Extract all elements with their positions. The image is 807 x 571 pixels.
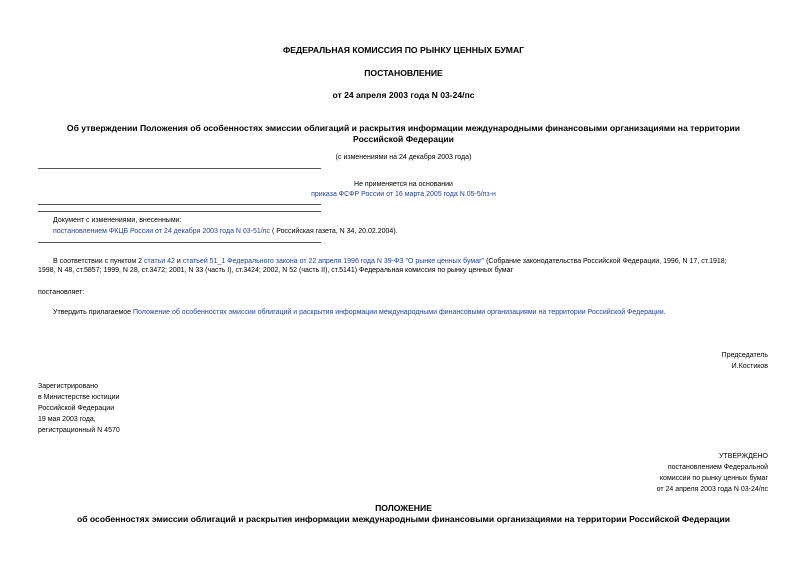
approval-line: от 24 апреля 2003 года N 03-24/пс xyxy=(656,486,768,493)
changes-line xyxy=(53,227,398,237)
separator-rule xyxy=(38,242,321,243)
changes-label: Документ с изменениями, внесенными: xyxy=(53,217,182,224)
document-title-line1: Об утверждении Положения об особенностях эмиссии облигаций и раскрытия информации международными финансовыми организациями на территории xyxy=(66,123,741,133)
notice-text: Не применяется на основании xyxy=(354,181,453,188)
separator-rule xyxy=(38,204,321,205)
regulation-title: ПОЛОЖЕНИЕ xyxy=(375,503,432,513)
resolves-text: постановляет: xyxy=(38,289,85,296)
approval-line: постановлением Федеральной xyxy=(667,464,768,471)
document-date-number: от 24 апреля 2003 года N 03-24/пс xyxy=(332,90,475,100)
separator-rule xyxy=(38,211,321,212)
approval-line: комиссии по рынку ценных бумаг xyxy=(659,475,768,482)
approve-suffix: . xyxy=(663,309,666,316)
document-type: ПОСТАНОВЛЕНИЕ xyxy=(364,68,443,78)
changes-link[interactable]: постановлением ФКЦБ России от 24 декабря 2003 года N 03-51/пс xyxy=(53,228,271,235)
preamble-and: и xyxy=(174,258,183,265)
agency-heading: ФЕДЕРАЛЬНАЯ КОМИССИЯ ПО РЫНКУ ЦЕННЫХ БУМАГ xyxy=(282,45,525,55)
regulation-link[interactable]: Положение об особенностях эмиссии облигаций и раскрытия информации международными финансовыми организациями на территории Российской Федерации xyxy=(133,309,664,316)
approve-prefix: Утвердить прилагаемое xyxy=(53,309,134,316)
registration-block xyxy=(38,381,120,436)
amendments-note: (с изменениями на 24 декабря 2003 года) xyxy=(335,154,472,161)
preamble-rest: (Собрание законодательства Российской Федерации, 1996, N 17, ст.1918; xyxy=(484,258,727,265)
notice-link[interactable]: приказа ФСФР России от 16 марта 2005 года N 05-5/пз-н xyxy=(311,191,496,198)
separator-rule xyxy=(38,168,321,169)
signatory-title: Председатель xyxy=(721,352,768,359)
approval-line: УТВЕРЖДЕНО xyxy=(718,453,768,460)
registration-line: 19 мая 2003 года, xyxy=(38,416,96,423)
registration-line: Российской Федерации xyxy=(38,405,115,412)
federal-law-link[interactable]: статьей 51_1 Федерального закона от 22 апреля 1996 года N 39-ФЗ "О рынке ценных бумаг" xyxy=(182,258,485,265)
article-42-link[interactable]: статьи 42 xyxy=(144,258,175,265)
document-title-line2: Российской Федерации xyxy=(353,134,454,144)
preamble-prefix: В соответствии с пунктом 2 xyxy=(53,258,145,265)
regulation-subtitle: об особенностях эмиссии облигаций и раскрытия информации международными финансовыми организациями на территории Российской Федерации xyxy=(76,514,731,524)
preamble-line2: 1998, N 48, ст.5857; 1999, N 28, ст.3472; 2001, N 33 (часть I), ст.3424; 2002, N 52 (часть II), ст.5141) Федеральная комиссия по рынку ценных бумаг xyxy=(38,267,514,274)
registration-line: в Министерстве юстиции xyxy=(38,394,120,401)
registration-line: регистрационный N 4570 xyxy=(38,427,120,434)
signatory-name: И.Костиков xyxy=(731,363,768,370)
changes-suffix: ( Российская газета, N 34, 20.02.2004). xyxy=(270,228,398,235)
registration-line: Зарегистрировано xyxy=(38,383,98,390)
approve-paragraph xyxy=(53,308,666,318)
